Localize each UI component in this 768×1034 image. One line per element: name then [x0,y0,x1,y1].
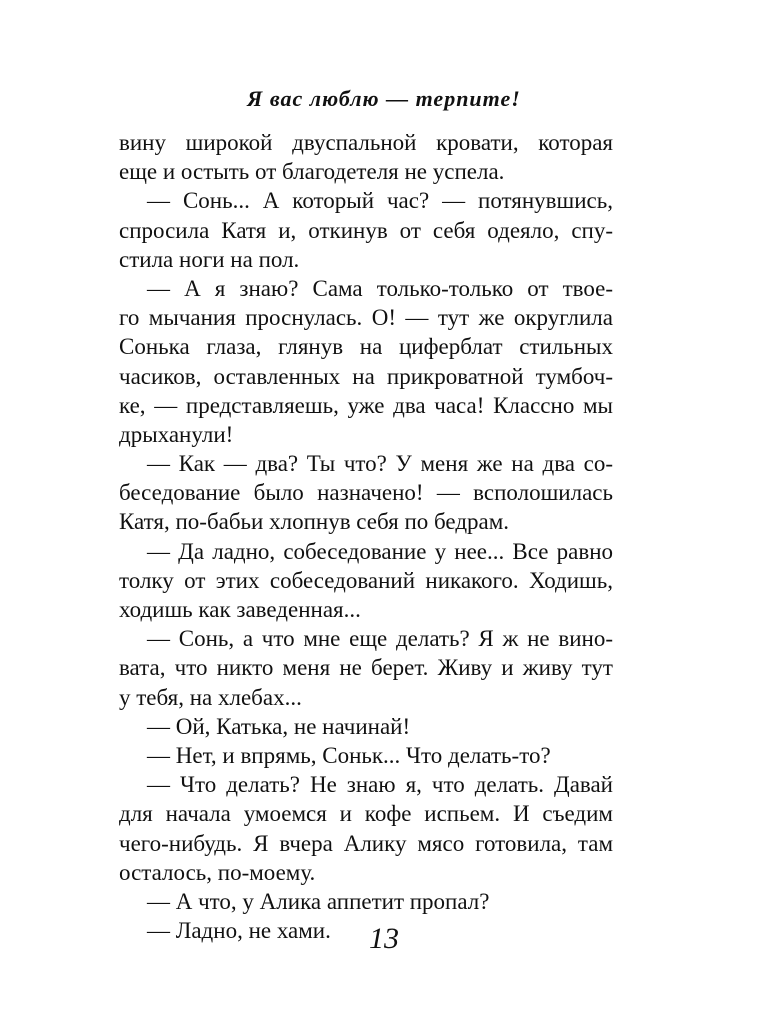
text-line: — Ой, Катька, не начинай! [147,713,411,739]
text-line: — Как — два? Ты что? У меня же на два со- [147,451,613,477]
text-line: дрыханули! [119,421,234,447]
text-line: Сонька глаза, глянув на циферблат стильных [119,334,613,360]
text-line: чего-нибудь. Я вчера Алику мясо готовила, там [119,830,613,856]
text-line: вата, что никто меня не берет. Живу и живу тут [119,655,613,681]
text-line: спросила Катя и, откинув от себя одеяло, спу- [119,217,613,243]
text-line: — Сонь, а что мне еще делать? Я ж не вино- [147,626,613,652]
text-line: осталось, по-моему. [119,859,316,885]
page-number: 13 [369,922,399,955]
text-line: ке, — представляешь, уже два часа! Классно мы [119,392,613,418]
text-line: — Ладно, не хами. [147,918,331,944]
text-line: — А что, у Алика аппетит пропал? [147,888,490,914]
text-line: у тебя, на хлебах... [119,684,302,710]
text-line: часиков, оставленных на прикроватной тумбоч- [119,363,613,389]
body-text [119,128,613,945]
text-line: — Сонь... А который час? — потянувшись, [147,188,613,214]
text-line: еще и остыть от благодетеля не успела. [119,159,505,185]
text-line: беседование было назначено! — всполошилась [119,480,613,506]
text-line: вину широкой двуспальной кровати, которая [119,130,613,155]
text-line: ходишь как заведенная... [119,597,361,622]
text-line: — Что делать? Не знаю я, что делать. Давай [147,772,613,798]
text-line: Катя, по-бабьи хлопнув себя по бедрам. [119,509,510,535]
text-line: — А я знаю? Сама только-только от твое- [147,275,613,301]
running-header: Я вас люблю — терпите! [247,86,521,111]
text-line: — Да ладно, собеседование у нее... Все равно [147,538,613,564]
text-line: го мычания проснулась. О! — тут же округлила [119,305,613,331]
text-line: для начала умоемся и кофе испьем. И съедим [119,801,613,827]
text-line: — Нет, и впрямь, Соньк... Что делать-то? [147,742,551,768]
text-line: стила ноги на пол. [119,246,300,272]
text-line: толку от этих собеседований никакого. Ходишь, [119,567,613,593]
